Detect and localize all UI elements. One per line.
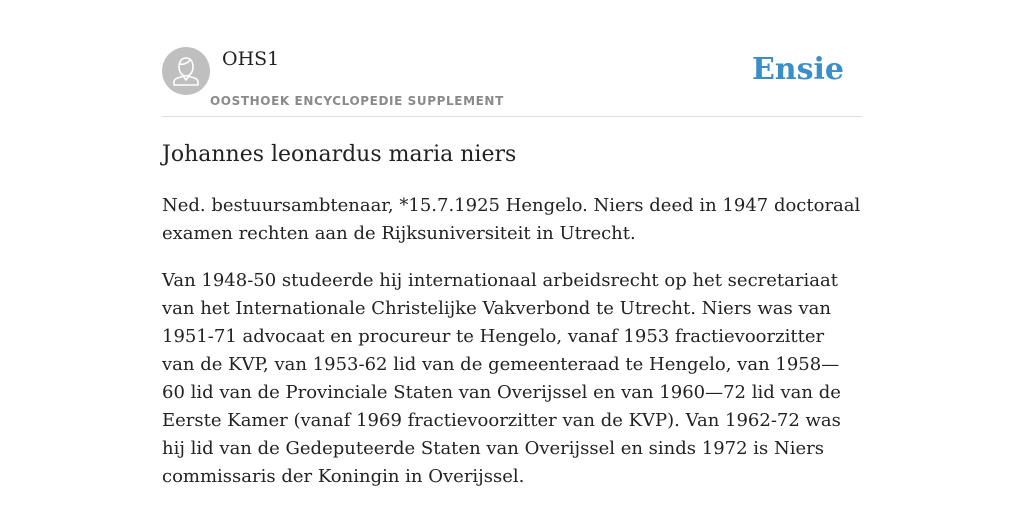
user-avatar-icon[interactable] xyxy=(162,47,210,95)
article-paragraph: Van 1948-50 studeerde hij internationaal arbeidsrecht op het secretariaat van het Internationale Christelijke Vakverbond te Utrecht. Niers was van 1951-71 advocaat en procureur te Hengelo, vanaf 1953 fractievoorzitter van de KVP, van 1953-62 lid van de gemeenteraad te Hengelo, van 1958— 60 lid van de Provinciale Staten van Overijssel en van 1960—72 lid van de Eerste Kamer (vanaf 1969 fractievoorzitter van de KVP). Van 1962-72 was hij lid van de Gedeputeerde Staten van Overijssel en sinds 1972 is Niers commissaris der Koningin in Overijssel. xyxy=(162,270,841,487)
article-paragraph: Ned. bestuursambtenaar, *15.7.1925 Hengelo. Niers deed in 1947 doctoraal examen rechten aan de Rijksuniversiteit in Utrecht. xyxy=(162,195,861,244)
brand-logo[interactable]: Ensie xyxy=(751,52,844,87)
article-header xyxy=(162,0,862,117)
source-label: OOSTHOEK ENCYCLOPEDIE SUPPLEMENT xyxy=(210,94,504,108)
article-title: Johannes leonardus maria niers xyxy=(162,142,517,167)
author-link[interactable]: OHS1 xyxy=(222,48,280,70)
page xyxy=(162,0,862,512)
